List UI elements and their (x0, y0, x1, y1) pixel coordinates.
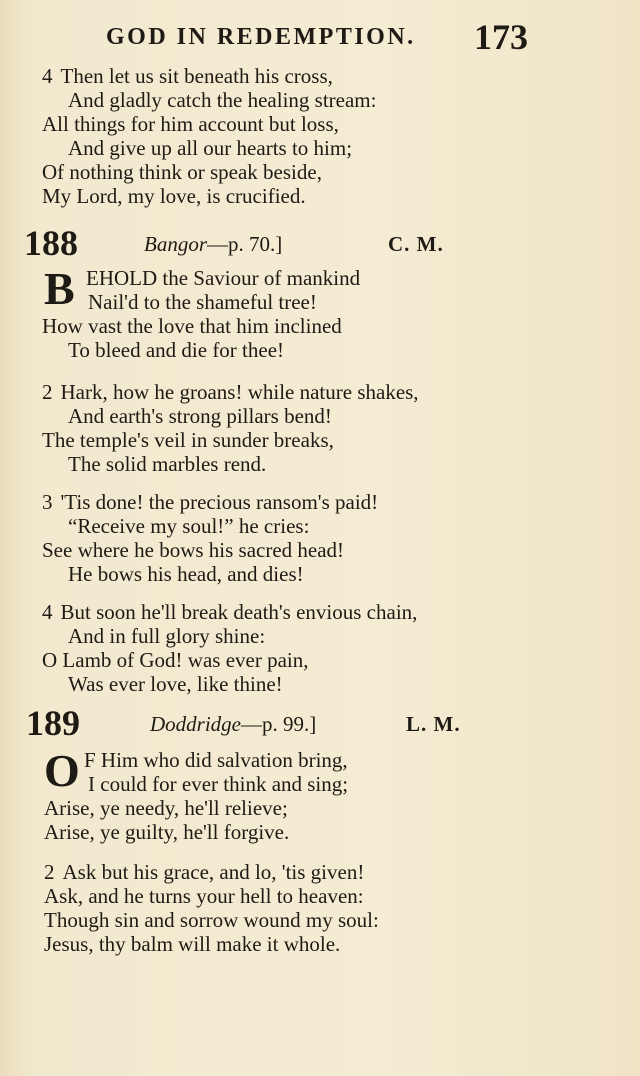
verse-number: 2 (42, 380, 53, 404)
verse-line: See where he bows his sacred head! (42, 538, 345, 562)
verse-line: Though sin and sorrow wound my soul: (44, 908, 379, 932)
hymn-number: 189 (26, 703, 80, 743)
verse-line: Arise, ye needy, he'll relieve; (44, 796, 288, 820)
running-title: GOD IN REDEMPTION. (106, 24, 416, 50)
meter: L. M. (406, 712, 461, 736)
verse-line: “Receive my soul!” he cries: (68, 514, 310, 538)
drop-cap: B (44, 263, 75, 314)
verse-line: Jesus, thy balm will make it whole. (44, 932, 341, 956)
verse-line: The solid marbles rend. (68, 452, 267, 476)
page-number: 173 (474, 17, 528, 57)
tune-name: Bangor (144, 232, 207, 256)
verse-line: And give up all our hearts to him; (68, 136, 353, 160)
page-header (0, 14, 640, 58)
verse-number: 2 (44, 860, 55, 884)
verse-line: The temple's veil in sunder breaks, (42, 428, 334, 452)
verse-line: O Lamb of God! was ever pain, (42, 648, 309, 672)
verse-line: All things for him account but loss, (42, 112, 339, 136)
verse-line: 3 'Tis done! the precious ransom's paid! (42, 490, 379, 514)
drop-cap: O (44, 745, 80, 796)
tune-reference: Doddridge—p. 99.] (150, 712, 317, 736)
hymn-heading (0, 703, 640, 743)
verse-number: 4 (42, 600, 53, 624)
tune-name: Doddridge (150, 712, 241, 736)
verse-line: And gladly catch the healing stream: (68, 88, 377, 112)
verse-line: Ask, and he turns your hell to heaven: (44, 884, 364, 908)
hymn-heading (0, 223, 640, 263)
verse-line: How vast the love that him inclined (42, 314, 342, 338)
verse-line: Was ever love, like thine! (68, 672, 283, 696)
verse-number: 3 (42, 490, 53, 514)
verse-line: 2 Hark, how he groans! while nature shakes, (42, 380, 419, 404)
verse-number: 4 (42, 64, 53, 88)
verse-line: I could for ever think and sing; (88, 772, 349, 796)
verse-line: And earth's strong pillars bend! (68, 404, 332, 428)
verse-line: Of nothing think or speak beside, (42, 160, 322, 184)
tune-reference: Bangor—p. 70.] (144, 232, 283, 256)
verse-line: He bows his head, and dies! (68, 562, 304, 586)
verse-line: 4 But soon he'll break death's envious chain, (42, 600, 418, 624)
verse-line: 2 Ask but his grace, and lo, 'tis given! (44, 860, 365, 884)
hymn-number: 188 (24, 223, 78, 263)
verse-line: F Him who did salvation bring, (84, 748, 348, 772)
verse-line: My Lord, my love, is crucified. (42, 184, 306, 208)
verse-line: Nail'd to the shameful tree! (88, 290, 317, 314)
verse-line: 4 Then let us sit beneath his cross, (42, 64, 333, 88)
verse-line: To bleed and die for thee! (68, 338, 285, 362)
meter: C. M. (388, 232, 444, 256)
verse-line: EHOLD the Saviour of mankind (86, 266, 361, 290)
verse-line: Arise, ye guilty, he'll forgive. (44, 820, 290, 844)
verse-line: And in full glory shine: (68, 624, 266, 648)
